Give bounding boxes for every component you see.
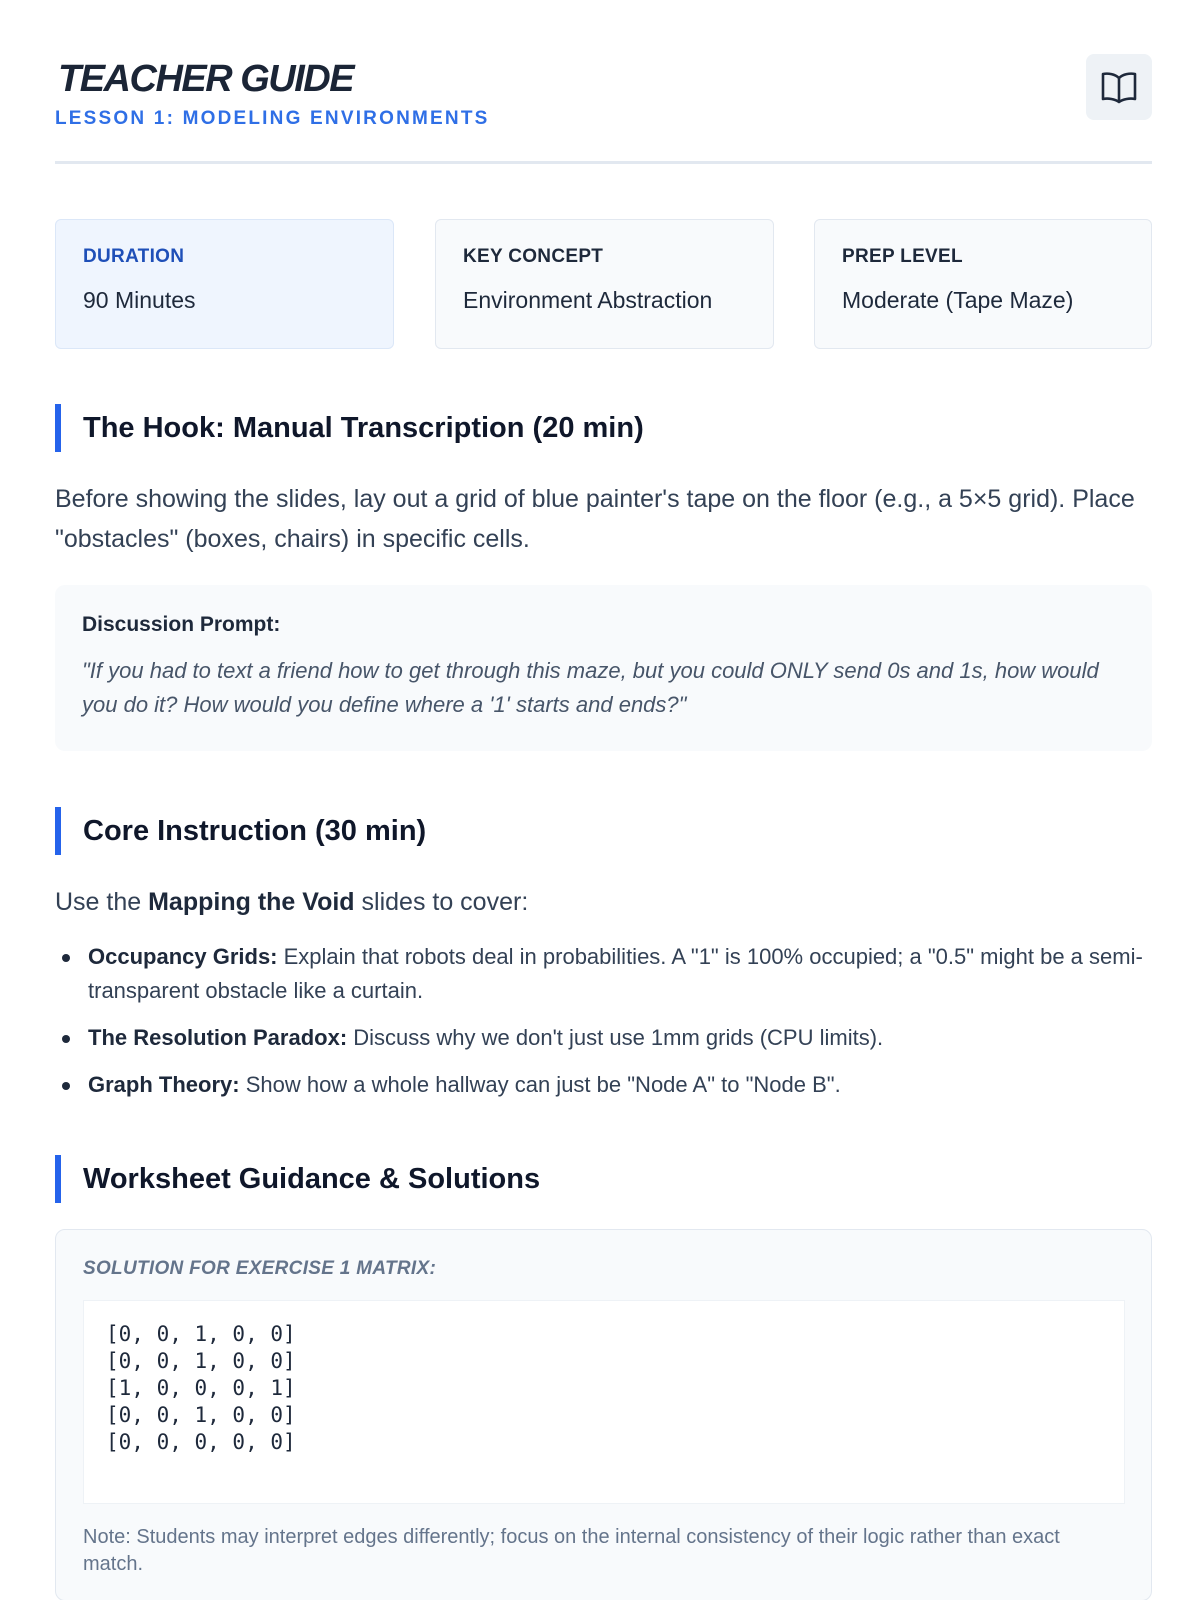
card-value: Environment Abstraction [463, 287, 713, 313]
prompt-label: Discussion Prompt: [82, 613, 281, 636]
core-bullet-list [55, 940, 1152, 1115]
key-concept-card [435, 219, 774, 349]
slides-name: Mapping the Void [148, 888, 355, 916]
card-label: DURATION [83, 246, 185, 267]
bullet-text: Show how a whole hallway can just be "Node A" to "Node B". [239, 1072, 841, 1097]
solution-box [55, 1229, 1152, 1600]
solution-note: Note: Students may interpret edges differently; focus on the internal consistency of their logic rather than exact match. [83, 1526, 1060, 1575]
hook-heading: The Hook: Manual Transcription (20 min) [55, 404, 644, 452]
bullet-term: The Resolution Paradox: [88, 1025, 348, 1050]
intro-text: slides to cover: [354, 888, 529, 916]
hook-paragraph: Before showing the slides, lay out a grid of blue painter's tape on the floor (e.g., a 5×5 grid). Place "obstacles" (boxes, chairs) in specific cells. [55, 485, 1135, 553]
worksheet-heading: Worksheet Guidance & Solutions [55, 1155, 540, 1203]
bullet-term: Graph Theory: [88, 1072, 240, 1097]
list-item [55, 1021, 1152, 1055]
card-label: KEY CONCEPT [463, 246, 604, 267]
book-button[interactable] [1086, 54, 1152, 120]
list-item [55, 940, 1152, 1008]
page-title: TEACHER GUIDE [58, 58, 354, 100]
intro-text: Use the [55, 888, 149, 916]
core-instruction-heading: Core Instruction (30 min) [55, 807, 426, 855]
bullet-text: Explain that robots deal in probabilities. A "1" is 100% occupied; a "0.5" might be a semi-transparent obstacle like a curtain. [88, 944, 1143, 1003]
lesson-subtitle: LESSON 1: MODELING ENVIRONMENTS [55, 108, 490, 129]
guide-header [55, 0, 1152, 164]
bullet-text: Discuss why we don't just use 1mm grids (CPU limits). [347, 1025, 884, 1050]
core-intro [55, 882, 1152, 922]
duration-card [55, 219, 394, 349]
lesson-info-cards [55, 219, 1152, 349]
card-label: PREP LEVEL [842, 246, 963, 267]
bullet-term: Occupancy Grids: [88, 944, 278, 969]
discussion-prompt [55, 585, 1152, 751]
prompt-text: "If you had to text a friend how to get through this maze, but you could ONLY send 0s and 1s, how would you do it? How would you define where a '1' starts and ends?" [82, 658, 1099, 717]
card-value: 90 Minutes [83, 287, 196, 313]
list-item [55, 1068, 1152, 1102]
teacher-guide-page [55, 0, 1152, 1575]
book-open-icon [1100, 70, 1138, 104]
solution-label: SOLUTION FOR EXERCISE 1 MATRIX: [83, 1258, 437, 1279]
solution-matrix: [0, 0, 1, 0, 0] [0, 0, 1, 0, 0] [1, 0, 0, 0, 1] [0, 0, 1, 0, 0] [0, 0, 0, 0, 0] [83, 1300, 1125, 1504]
card-value: Moderate (Tape Maze) [842, 287, 1074, 313]
prep-level-card [814, 219, 1152, 349]
